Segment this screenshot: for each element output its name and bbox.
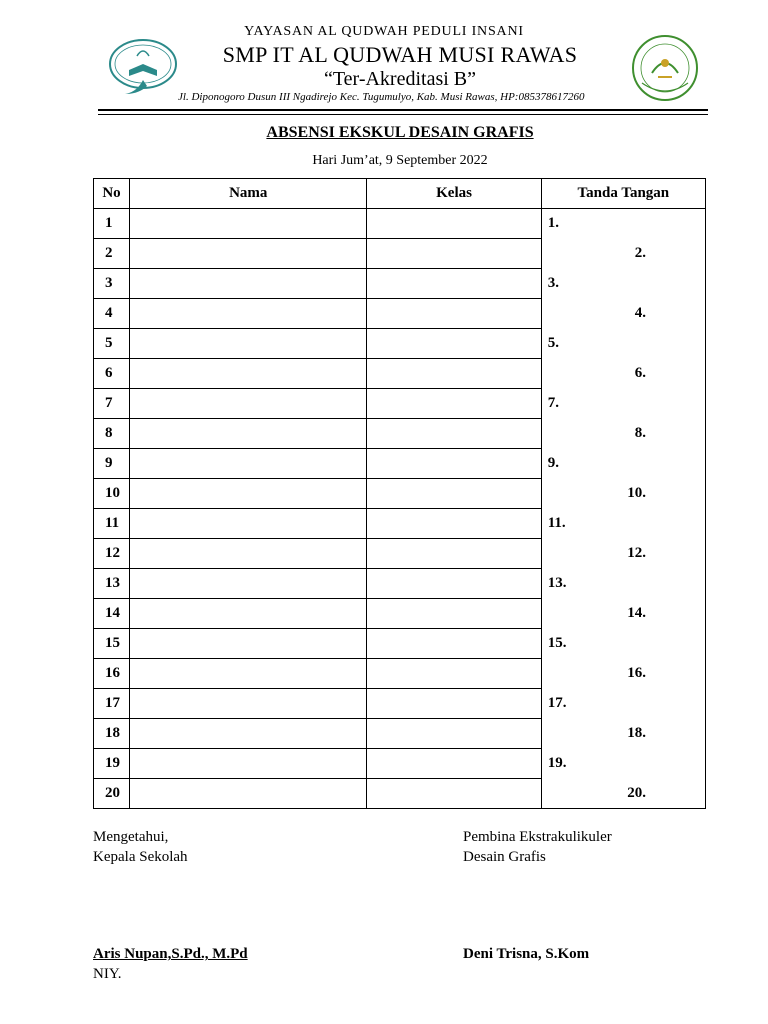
signature-cell[interactable]: 19. bbox=[541, 749, 705, 779]
table-row bbox=[94, 359, 706, 389]
name-cell[interactable] bbox=[130, 659, 367, 689]
table-row bbox=[94, 689, 706, 719]
name-cell[interactable] bbox=[130, 389, 367, 419]
row-number: 16 bbox=[94, 659, 130, 689]
class-cell[interactable] bbox=[367, 269, 541, 299]
name-cell[interactable] bbox=[130, 359, 367, 389]
principal-name: Aris Nupan,S.Pd., M.Pd bbox=[93, 946, 248, 962]
signature-cell[interactable]: 5. bbox=[541, 329, 705, 359]
acknowledged-label: Mengetahui, bbox=[93, 829, 169, 845]
table-row bbox=[94, 239, 706, 269]
name-cell[interactable] bbox=[130, 539, 367, 569]
name-cell[interactable] bbox=[130, 329, 367, 359]
class-cell[interactable] bbox=[367, 779, 541, 809]
header-kelas: Kelas bbox=[367, 179, 541, 209]
class-cell[interactable] bbox=[367, 239, 541, 269]
row-number: 14 bbox=[94, 599, 130, 629]
class-cell[interactable] bbox=[367, 599, 541, 629]
table-row bbox=[94, 269, 706, 299]
class-cell[interactable] bbox=[367, 479, 541, 509]
name-cell[interactable] bbox=[130, 779, 367, 809]
accreditation-label: “Ter-Akreditasi B” bbox=[323, 68, 477, 90]
signature-cell[interactable]: 2. bbox=[541, 239, 705, 269]
name-cell[interactable] bbox=[130, 239, 367, 269]
document-title: ABSENSI EKSKUL DESAIN GRAFIS bbox=[266, 124, 534, 141]
name-cell[interactable] bbox=[130, 479, 367, 509]
name-cell[interactable] bbox=[130, 269, 367, 299]
table-row bbox=[94, 599, 706, 629]
table-row bbox=[94, 209, 706, 239]
row-number: 10 bbox=[94, 479, 130, 509]
signature-cell[interactable]: 7. bbox=[541, 389, 705, 419]
row-number: 18 bbox=[94, 719, 130, 749]
table-row bbox=[94, 719, 706, 749]
attendance-table-body bbox=[94, 209, 706, 809]
class-cell[interactable] bbox=[367, 449, 541, 479]
table-row bbox=[94, 389, 706, 419]
class-cell[interactable] bbox=[367, 209, 541, 239]
table-row bbox=[94, 509, 706, 539]
header-no: No bbox=[94, 179, 130, 209]
signature-cell[interactable]: 13. bbox=[541, 569, 705, 599]
school-name: SMP IT AL QUDWAH MUSI RAWAS bbox=[222, 42, 578, 67]
class-cell[interactable] bbox=[367, 659, 541, 689]
class-cell[interactable] bbox=[367, 299, 541, 329]
name-cell[interactable] bbox=[130, 449, 367, 479]
signature-cell[interactable]: 6. bbox=[541, 359, 705, 389]
table-row bbox=[94, 329, 706, 359]
row-number: 6 bbox=[94, 359, 130, 389]
row-number: 3 bbox=[94, 269, 130, 299]
school-address: Jl. Diponogoro Dusun III Ngadirejo Kec. Tugumulyo, Kab. Musi Rawas, HP:085378617260 bbox=[178, 91, 585, 103]
row-number: 1 bbox=[94, 209, 130, 239]
name-cell[interactable] bbox=[130, 719, 367, 749]
class-cell[interactable] bbox=[367, 719, 541, 749]
signature-cell[interactable]: 14. bbox=[541, 599, 705, 629]
name-cell[interactable] bbox=[130, 599, 367, 629]
header-divider-thick bbox=[98, 109, 708, 111]
class-cell[interactable] bbox=[367, 689, 541, 719]
header-tanda-tangan: Tanda Tangan bbox=[541, 179, 705, 209]
row-number: 2 bbox=[94, 239, 130, 269]
signature-cell[interactable]: 11. bbox=[541, 509, 705, 539]
document-date: Hari Jum’at, 9 September 2022 bbox=[312, 153, 488, 168]
name-cell[interactable] bbox=[130, 629, 367, 659]
row-number: 8 bbox=[94, 419, 130, 449]
advisor-subject: Desain Grafis bbox=[463, 849, 546, 865]
class-cell[interactable] bbox=[367, 509, 541, 539]
signature-cell[interactable]: 16. bbox=[541, 659, 705, 689]
name-cell[interactable] bbox=[130, 569, 367, 599]
name-cell[interactable] bbox=[130, 689, 367, 719]
signature-cell[interactable]: 8. bbox=[541, 419, 705, 449]
row-number: 15 bbox=[94, 629, 130, 659]
row-number: 9 bbox=[94, 449, 130, 479]
row-number: 13 bbox=[94, 569, 130, 599]
signature-cell[interactable]: 12. bbox=[541, 539, 705, 569]
row-number: 20 bbox=[94, 779, 130, 809]
row-number: 12 bbox=[94, 539, 130, 569]
principal-title: Kepala Sekolah bbox=[93, 849, 188, 865]
name-cell[interactable] bbox=[130, 299, 367, 329]
row-number: 17 bbox=[94, 689, 130, 719]
name-cell[interactable] bbox=[130, 509, 367, 539]
table-row bbox=[94, 299, 706, 329]
table-row bbox=[94, 419, 706, 449]
row-number: 4 bbox=[94, 299, 130, 329]
signature-cell[interactable]: 3. bbox=[541, 269, 705, 299]
advisor-title: Pembina Ekstrakulikuler bbox=[463, 829, 612, 845]
class-cell[interactable] bbox=[367, 359, 541, 389]
name-cell[interactable] bbox=[130, 419, 367, 449]
signature-cell[interactable]: 17. bbox=[541, 689, 705, 719]
table-row bbox=[94, 749, 706, 779]
table-row bbox=[94, 479, 706, 509]
header-nama: Nama bbox=[130, 179, 367, 209]
signature-cell[interactable]: 9. bbox=[541, 449, 705, 479]
foundation-name: YAYASAN AL QUDWAH PEDULI INSANI bbox=[244, 24, 524, 39]
row-number: 7 bbox=[94, 389, 130, 419]
table-header-row bbox=[94, 179, 706, 209]
class-cell[interactable] bbox=[367, 419, 541, 449]
header-divider-thin bbox=[98, 114, 708, 115]
name-cell[interactable] bbox=[130, 209, 367, 239]
signature-cell[interactable]: 18. bbox=[541, 719, 705, 749]
row-number: 11 bbox=[94, 509, 130, 539]
row-number: 5 bbox=[94, 329, 130, 359]
class-cell[interactable] bbox=[367, 329, 541, 359]
class-cell[interactable] bbox=[367, 569, 541, 599]
signature-cell[interactable]: 15. bbox=[541, 629, 705, 659]
table-row bbox=[94, 779, 706, 809]
name-cell[interactable] bbox=[130, 749, 367, 779]
class-cell[interactable] bbox=[367, 629, 541, 659]
advisor-name: Deni Trisna, S.Kom bbox=[463, 946, 590, 962]
table-row bbox=[94, 629, 706, 659]
class-cell[interactable] bbox=[367, 389, 541, 419]
table-row bbox=[94, 539, 706, 569]
signature-cell[interactable]: 10. bbox=[541, 479, 705, 509]
class-cell[interactable] bbox=[367, 539, 541, 569]
table-row bbox=[94, 449, 706, 479]
attendance-table bbox=[93, 178, 706, 809]
class-cell[interactable] bbox=[367, 749, 541, 779]
signature-cell[interactable]: 1. bbox=[541, 209, 705, 239]
signature-cell[interactable]: 4. bbox=[541, 299, 705, 329]
row-number: 19 bbox=[94, 749, 130, 779]
principal-niy: NIY. bbox=[93, 966, 122, 982]
signature-cell[interactable]: 20. bbox=[541, 779, 705, 809]
table-row bbox=[94, 569, 706, 599]
table-row bbox=[94, 659, 706, 689]
